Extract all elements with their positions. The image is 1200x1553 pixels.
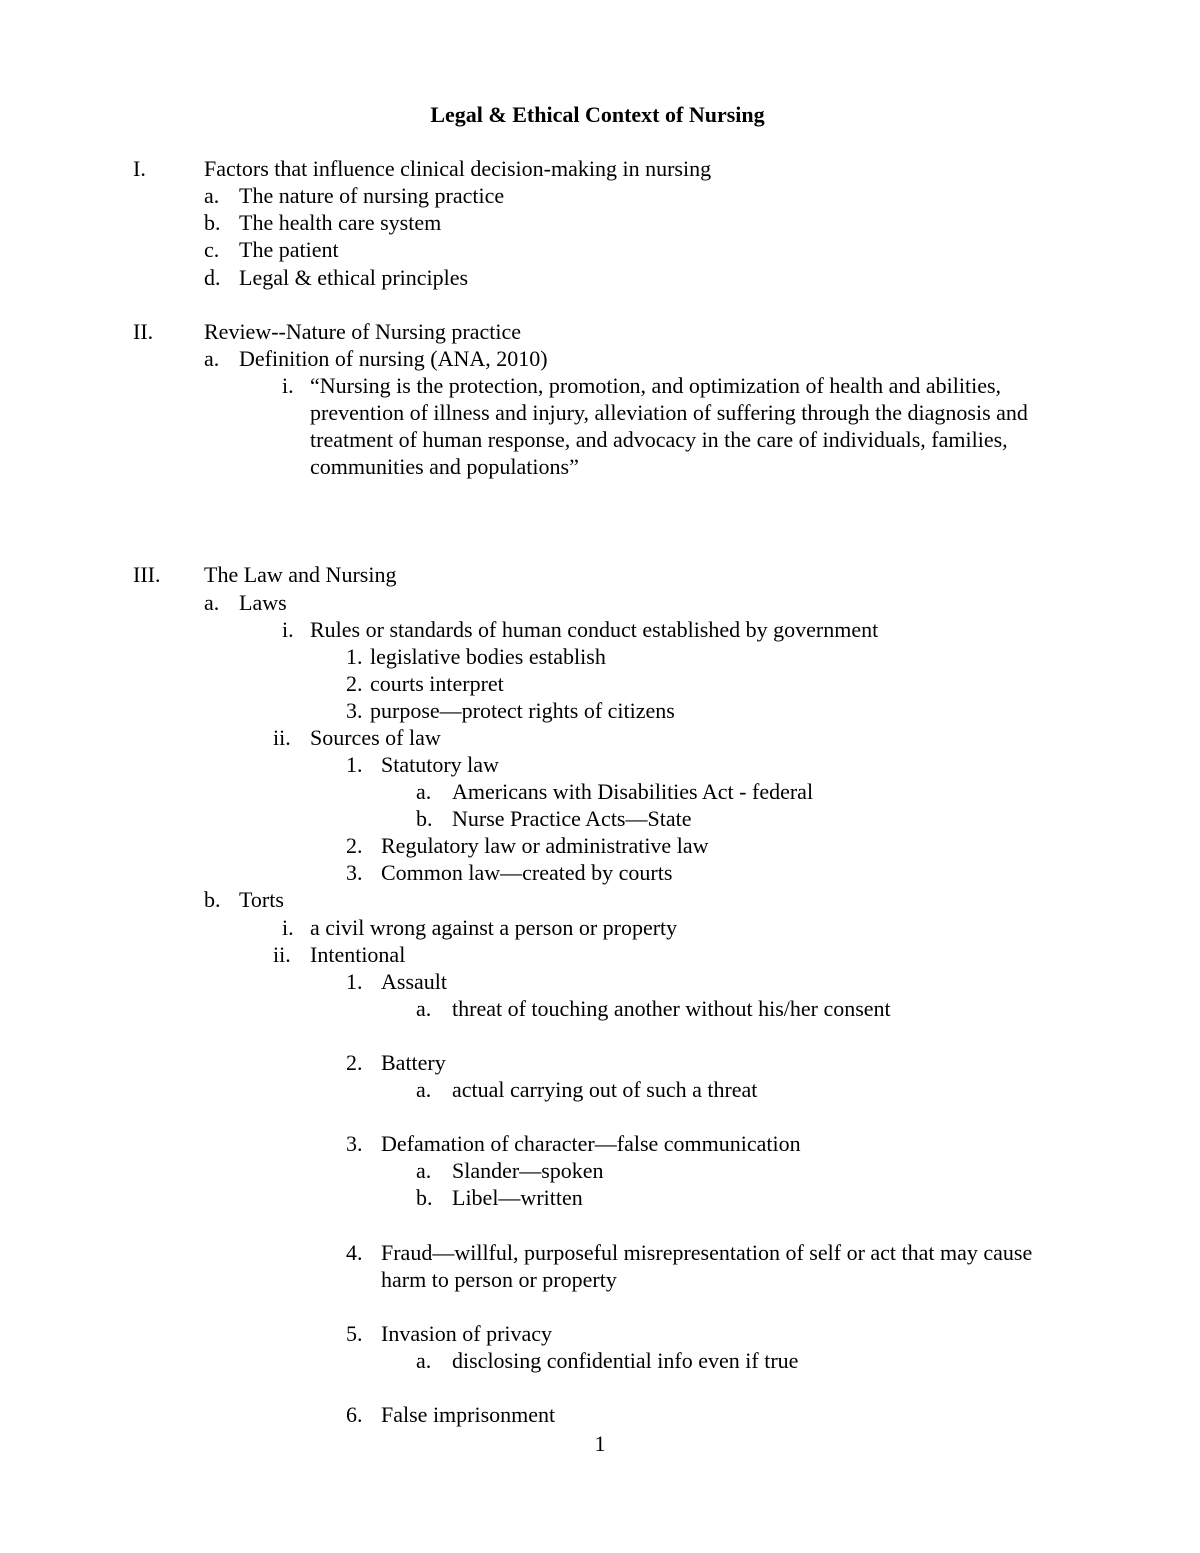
outline-marker: b. — [204, 210, 221, 235]
outline-text: prevention of illness and injury, alleviation of suffering through the diagnosis and — [310, 400, 1028, 425]
outline-marker: a. — [416, 1158, 432, 1183]
outline-marker: I. — [133, 156, 146, 181]
outline-text: communities and populations” — [310, 454, 579, 479]
outline-text: The Law and Nursing — [204, 562, 397, 587]
document-title: Legal & Ethical Context of Nursing — [430, 102, 765, 127]
outline-marker: b. — [416, 1185, 433, 1210]
outline-text: Rules or standards of human conduct established by government — [310, 617, 879, 642]
outline-marker: a. — [204, 590, 220, 615]
outline-marker: i. — [282, 915, 294, 940]
outline-marker: a. — [416, 996, 432, 1021]
outline-text: False imprisonment — [381, 1402, 556, 1427]
outline-marker: ii. — [273, 942, 291, 967]
outline-text: legislative bodies establish — [370, 644, 606, 669]
outline-marker: 1. — [346, 969, 363, 994]
outline-text: Review--Nature of Nursing practice — [204, 319, 522, 344]
outline-marker: 3. — [346, 698, 363, 723]
outline-marker: ii. — [273, 725, 291, 750]
outline-text: courts interpret — [370, 671, 504, 696]
outline-text: Intentional — [310, 942, 406, 967]
outline-text: Assault — [381, 969, 447, 994]
outline-marker: 5. — [346, 1321, 363, 1346]
outline-text: threat of touching another without his/her consent — [452, 996, 891, 1021]
outline-marker: a. — [204, 346, 220, 371]
outline-marker: d. — [204, 265, 221, 290]
outline-marker: III. — [133, 562, 161, 587]
outline-marker: b. — [416, 806, 433, 831]
outline-marker: 6. — [346, 1402, 363, 1427]
outline-marker: 4. — [346, 1240, 363, 1265]
outline-text: Fraud—willful, purposeful misrepresentation of self or act that may cause — [381, 1240, 1033, 1265]
outline-text: Americans with Disabilities Act - federal — [452, 779, 814, 804]
outline-marker: 3. — [346, 860, 363, 885]
outline-text: Laws — [239, 590, 287, 615]
outline-marker: 2. — [346, 671, 363, 696]
outline-text: purpose—protect rights of citizens — [370, 698, 675, 723]
outline-text: Definition of nursing (ANA, 2010) — [239, 346, 548, 371]
outline-text: Battery — [381, 1050, 446, 1075]
outline-marker: 2. — [346, 1050, 363, 1075]
outline-marker: a. — [204, 183, 220, 208]
outline-text: Sources of law — [310, 725, 441, 750]
outline-text: The nature of nursing practice — [239, 183, 505, 208]
outline-text: a civil wrong against a person or property — [310, 915, 678, 940]
outline-text: Libel—written — [452, 1185, 583, 1210]
outline-text: Common law—created by courts — [381, 860, 673, 885]
outline-text: Factors that influence clinical decision-making in nursing — [204, 156, 712, 181]
outline-text: disclosing confidential info even if true — [452, 1348, 799, 1373]
outline-marker: a. — [416, 1077, 432, 1102]
outline-marker: 2. — [346, 833, 363, 858]
outline-marker: i. — [282, 617, 294, 642]
outline-text: Regulatory law or administrative law — [381, 833, 709, 858]
outline-text: Slander—spoken — [452, 1158, 604, 1183]
outline-marker: c. — [204, 237, 220, 262]
outline-marker: b. — [204, 887, 221, 912]
outline-marker: II. — [133, 319, 154, 344]
outline-text: Nurse Practice Acts—State — [452, 806, 692, 831]
outline-text: The health care system — [239, 210, 442, 235]
outline-text: Legal & ethical principles — [239, 265, 469, 290]
outline-text: actual carrying out of such a threat — [452, 1077, 758, 1102]
outline-text: treatment of human response, and advocacy in the care of individuals, families, — [310, 427, 1008, 452]
outline-text: The patient — [239, 237, 339, 262]
outline-marker: 3. — [346, 1131, 363, 1156]
outline-text: Statutory law — [381, 752, 499, 777]
outline-marker: 1. — [346, 644, 363, 669]
outline-marker: a. — [416, 779, 432, 804]
outline-text: Defamation of character—false communication — [381, 1131, 801, 1156]
outline-text: harm to person or property — [381, 1267, 617, 1292]
outline-text: “Nursing is the protection, promotion, and optimization of health and abilities, — [310, 373, 1002, 398]
outline-text: Invasion of privacy — [381, 1321, 553, 1346]
outline-marker: 1. — [346, 752, 363, 777]
outline-text: Torts — [239, 887, 284, 912]
outline-marker: i. — [282, 373, 294, 398]
outline-marker: a. — [416, 1348, 432, 1373]
page-number: 1 — [594, 1431, 606, 1456]
